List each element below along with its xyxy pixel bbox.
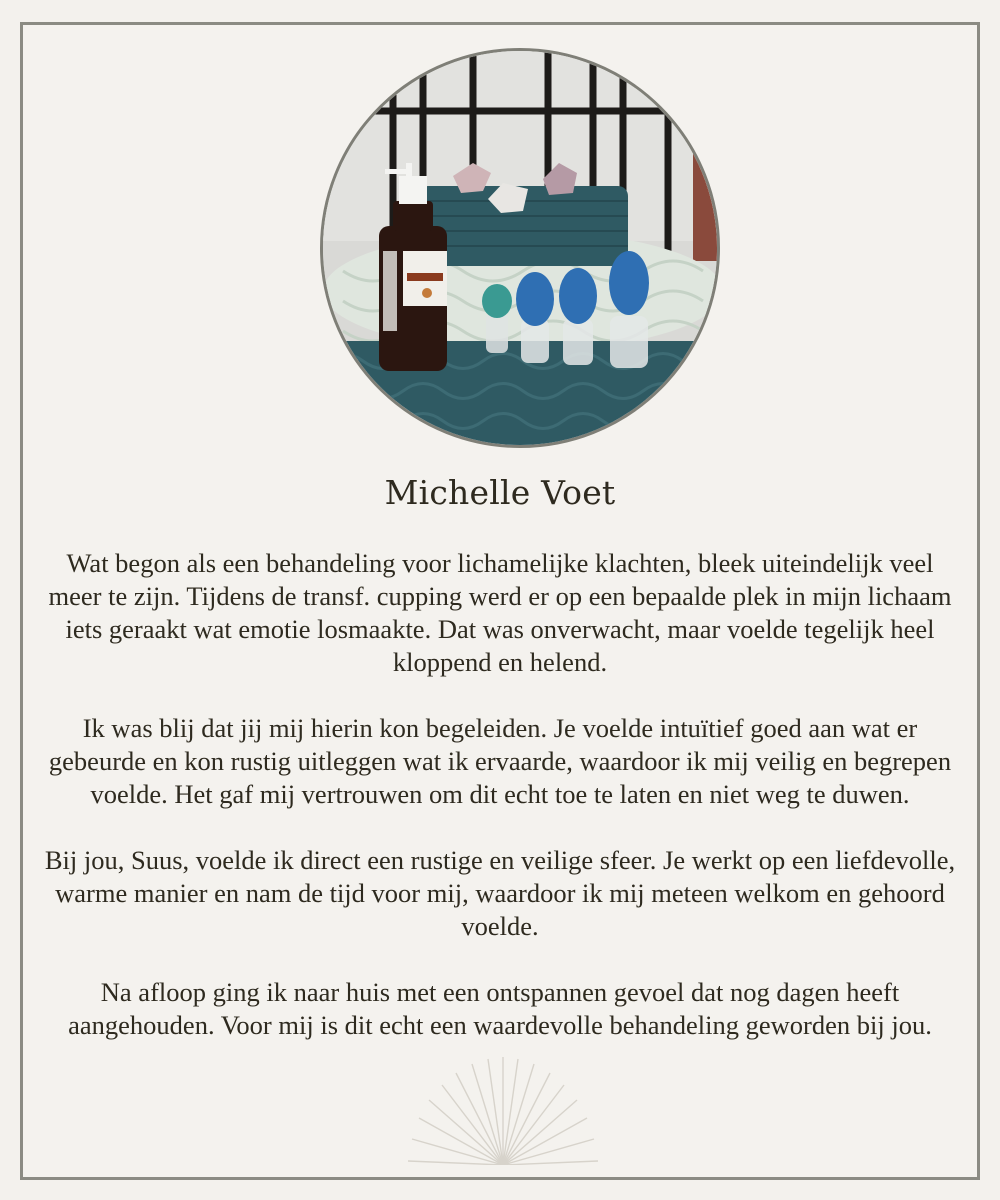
testimonial-paragraph: Bij jou, Suus, voelde ik direct een rustige en veilige sfeer. Je werkt op een liefdevolle, warme manier en nam de tijd voor mij, waardoor ik mij meteen welkom en gehoord voelde. [44,845,956,941]
testimonial-paragraph: Na afloop ging ik naar huis met een ontspannen gevoel dat nog dagen heeft aangehouden. Voor mij is dit echt een waardevolle behandeling geworden bij jou. [68,977,932,1040]
author-name: Michelle Voet [384,473,616,512]
treatment-photo [320,48,720,448]
photo-illustration [323,51,720,448]
testimonial-paragraph: Ik was blij dat jij mij hierin kon begeleiden. Je voelde intuïtief goed aan wat er gebeurde en kon rustig uitleggen wat ik ervaarde, waardoor ik mij veilig en begrepen voelde. Het gaf mij vertrouwen om dit echt toe te laten en niet weg te duwen. [48,713,952,809]
testimonial-text [37,547,963,1075]
testimonial-card [20,22,980,1180]
testimonial-paragraph: Wat begon als een behandeling voor lichamelijke klachten, bleek uiteindelijk veel meer te zijn. Tijdens de transf. cupping werd er op een bepaalde plek in mijn lichaam iets geraakt wat emotie losmaakte. Dat was onverwacht, maar voelde tegelijk heel kloppend en helend. [48,548,952,677]
